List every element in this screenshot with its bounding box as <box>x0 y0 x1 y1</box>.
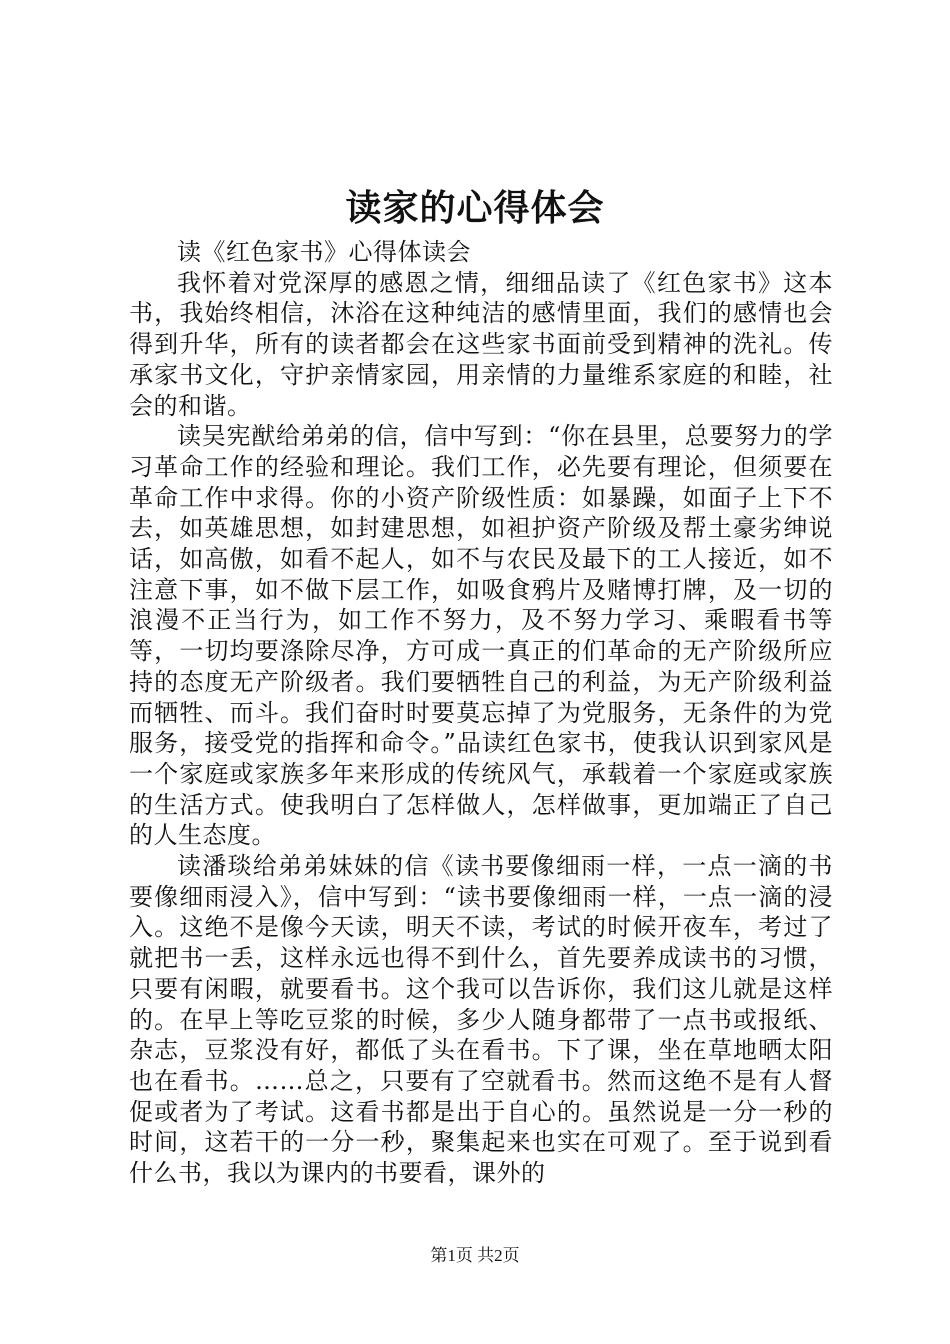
paragraph: 我怀着对党深厚的感恩之情，细细品读了《红色家书》这本书，我始终相信，沐浴在这种纯洁的感情里面，我们的感情也会得到升华，所有的读者都会在这些家书面前受到精神的洗礼。传承家书文化，守护亲情家园，用亲情的力量维系家庭的和睦，社会的和谐。 <box>129 268 833 420</box>
paragraph-subtitle: 读《红色家书》心得体读会 <box>177 238 471 266</box>
paragraph: 读潘琰给弟弟妹妹的信《读书要像细雨一样，一点一滴的书要像细雨浸入》，信中写到：“读书要像细雨一样，一点一滴的浸入。这绝不是像今天读，明天不读，考试的时候开夜车，考过了就把书一丢，这样永远也得不到什么，首先要养成读书的习惯，只要有闲暇，就要看书。这个我可以告诉你，我们这儿就是这样的。在早上等吃豆浆的时候，多少人随身都带了一点书或报纸、杂志，豆浆没有好，都低了头在看书。下了课，坐在草地晒太阳也在看书。……总之，只要有了空就看书。然而这绝不是有人督促或者为了考试。这看书都是出于自心的。虽然说是一分一秒的时间，这若干的一分一秒，聚集起来也实在可观了。至于说到看什么书，我以为课内的书要看，课外的 <box>129 852 833 1188</box>
document-body <box>129 237 833 1189</box>
page-footer: 第1页 共2页 <box>430 1246 520 1265</box>
document-title: 读家的心得体会 <box>345 187 605 229</box>
paragraph: 读吴宪猷给弟弟的信，信中写到：“你在县里，总要努力的学习革命工作的经验和理论。我们工作，必先要有理论，但须要在革命工作中求得。你的小资产阶级性质：如暴躁，如面子上下不去，如英雄思想，如封建思想，如袒护资产阶级及帮土豪劣绅说话，如高傲，如看不起人，如不与农民及最下的工人接近，如不注意下事，如不做下层工作，如吸食鸦片及赌博打牌，及一切的浪漫不正当行为，如工作不努力，及不努力学习、乘暇看书等等，一切均要涤除尽净，方可成一真正的们革命的无产阶级所应持的态度无产阶级者。我们要牺牲自己的利益，为无产阶级利益而牺牲、而斗。我们奋时时要莫忘掉了为党服务，无条件的为党服务，接受党的指挥和命令。”品读红色家书，使我认识到家风是一个家庭或家族多年来形成的传统风气，承载着一个家庭或家族的生活方式。使我明白了怎样做人，怎样做事，更加端正了自己的人生态度。 <box>129 422 833 850</box>
